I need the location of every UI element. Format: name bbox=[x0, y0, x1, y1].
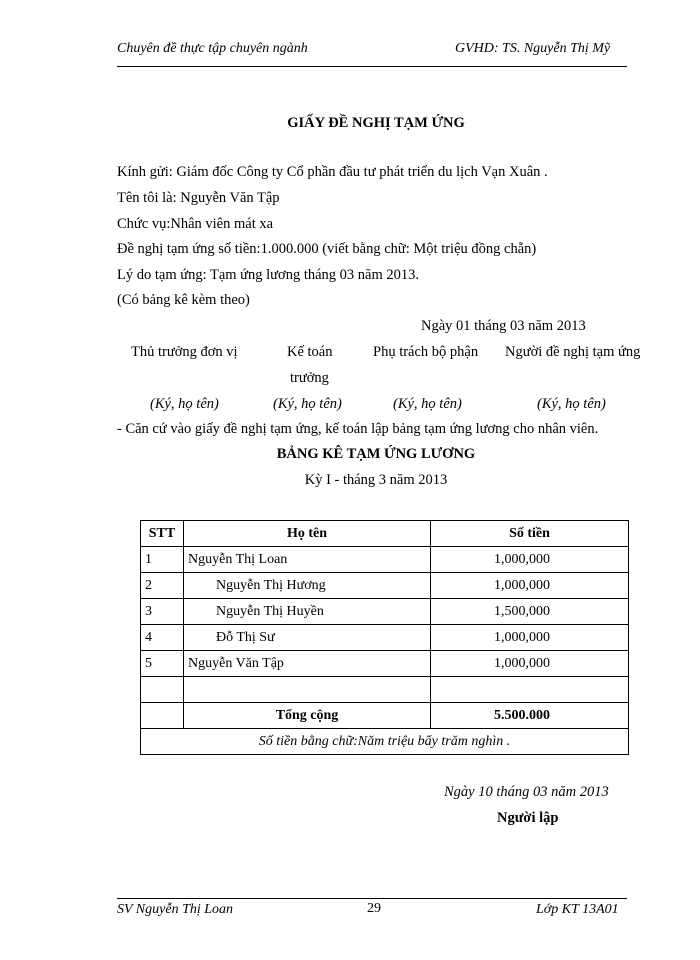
table-header-row bbox=[141, 521, 629, 547]
cell-empty bbox=[141, 677, 184, 703]
table-title: BẢNG KÊ TẠM ỨNG LƯƠNG bbox=[276, 446, 476, 462]
cell-stt: 2 bbox=[141, 573, 184, 599]
table-total-row bbox=[141, 703, 629, 729]
cell-empty bbox=[141, 703, 184, 729]
total-value: 5.500.000 bbox=[431, 703, 629, 729]
sign-label-1: (Ký, họ tên) bbox=[150, 396, 219, 412]
amount-in-words: Số tiền bằng chữ:Năm triệu bẩy trăm nghìn . bbox=[141, 729, 629, 755]
table-subtitle: Kỳ I - tháng 3 năm 2013 bbox=[304, 472, 448, 488]
cell-stt: 1 bbox=[141, 547, 184, 573]
role-ke-toan: Kế toán bbox=[287, 344, 333, 360]
cell-empty bbox=[184, 677, 431, 703]
table-empty-row bbox=[141, 677, 629, 703]
role-nguoi-de-nghi: Người đề nghị tạm ứng bbox=[505, 344, 641, 360]
role-ke-toan-truong: trưởng bbox=[290, 370, 329, 386]
sign-label-2: (Ký, họ tên) bbox=[273, 396, 342, 412]
cell-amount: 1,000,000 bbox=[431, 625, 629, 651]
date-line-2: Ngày 10 tháng 03 năm 2013 bbox=[444, 784, 609, 800]
footer-rule bbox=[117, 898, 627, 899]
role-phu-trach: Phụ trách bộ phận bbox=[373, 344, 479, 360]
page-number: 29 bbox=[367, 901, 381, 916]
header-stt: STT bbox=[141, 521, 184, 547]
cell-stt: 4 bbox=[141, 625, 184, 651]
line-kem-theo: (Có bảng kê kèm theo) bbox=[117, 292, 250, 308]
role-thu-truong: Thủ trưởng đơn vị bbox=[131, 344, 238, 360]
line-ten-toi: Tên tôi là: Nguyễn Văn Tập bbox=[117, 190, 280, 206]
table-row bbox=[141, 547, 629, 573]
cell-stt: 3 bbox=[141, 599, 184, 625]
cell-name: Nguyễn Thị Hương bbox=[184, 573, 431, 599]
header-ho-ten: Họ tên bbox=[184, 521, 431, 547]
cell-name: Nguyễn Văn Tập bbox=[184, 651, 431, 677]
line-ngay: Ngày 01 tháng 03 năm 2013 bbox=[421, 318, 586, 334]
footer-left: SV Nguyễn Thị Loan bbox=[117, 902, 234, 917]
cell-stt: 5 bbox=[141, 651, 184, 677]
table-row bbox=[141, 651, 629, 677]
line-chuc-vu: Chức vụ:Nhân viên mát xa bbox=[117, 216, 274, 232]
cell-amount: 1,000,000 bbox=[431, 651, 629, 677]
line-de-nghi: Đề nghị tạm ứng số tiền:1.000.000 (viết bằng chữ: Một triệu đồng chẵn) bbox=[117, 241, 537, 257]
nguoi-lap: Người lập bbox=[497, 810, 559, 826]
cell-amount: 1,500,000 bbox=[431, 599, 629, 625]
document-title: GIẤY ĐỀ NGHỊ TẠM ỨNG bbox=[287, 115, 465, 131]
table-row bbox=[141, 625, 629, 651]
header-rule bbox=[117, 66, 627, 67]
cell-name: Đỗ Thị Sư bbox=[184, 625, 431, 651]
sign-label-4: (Ký, họ tên) bbox=[537, 396, 606, 412]
line-ly-do: Lý do tạm ứng: Tạm ứng lương tháng 03 năm 2013. bbox=[117, 267, 420, 283]
cell-name: Nguyễn Thị Loan bbox=[184, 547, 431, 573]
cell-amount: 1,000,000 bbox=[431, 547, 629, 573]
cell-amount: 1,000,000 bbox=[431, 573, 629, 599]
header-right: GVHD: TS. Nguyễn Thị Mỹ bbox=[455, 41, 611, 56]
footer-right: Lớp KT 13A01 bbox=[536, 902, 619, 917]
total-label: Tổng cộng bbox=[184, 703, 431, 729]
sign-label-3: (Ký, họ tên) bbox=[393, 396, 462, 412]
header-so-tien: Số tiền bbox=[431, 521, 629, 547]
line-kinh-gui: Kính gửi: Giám đốc Công ty Cổ phần đầu tư phát triển du lịch Vạn Xuân . bbox=[117, 164, 548, 180]
note-line: - Căn cứ vào giấy đề nghị tạm ứng, kế toán lập bảng tạm ứng lương cho nhân viên. bbox=[117, 421, 599, 437]
cell-name: Nguyễn Thị Huyền bbox=[184, 599, 431, 625]
header-left: Chuyên đề thực tập chuyên ngành bbox=[117, 41, 308, 56]
table-row bbox=[141, 599, 629, 625]
table-row bbox=[141, 573, 629, 599]
table-words-row bbox=[141, 729, 629, 755]
advance-table bbox=[140, 520, 629, 755]
cell-empty bbox=[431, 677, 629, 703]
